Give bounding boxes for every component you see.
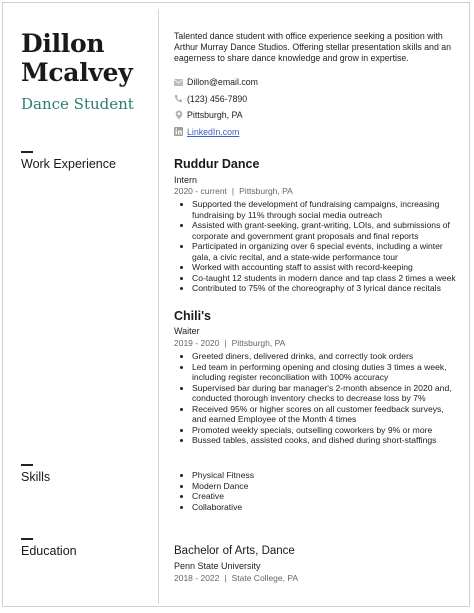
job-company: Ruddur Dance bbox=[174, 157, 260, 171]
location-icon bbox=[174, 111, 183, 120]
job-meta: 2020 - current | Pittsburgh, PA bbox=[174, 186, 293, 196]
contact-location bbox=[174, 107, 454, 124]
last-name: Mcalvey bbox=[21, 58, 133, 87]
list-item: • Creative bbox=[192, 491, 459, 502]
list-item: • Modern Dance bbox=[192, 481, 459, 492]
location-text: Pittsburgh, PA bbox=[187, 110, 243, 121]
education-heading: Education bbox=[21, 544, 77, 558]
list-item: • Participated in organizing over 6 special events, including a winter gala, a civic recital, and a state-wide performance tour bbox=[192, 241, 459, 262]
education-location: State College, PA bbox=[231, 573, 299, 583]
list-item: • Assisted with grant-seeking, grant-writing, LOIs, and submissions of corporate and government grant proposals and final reports bbox=[192, 220, 459, 241]
candidate-name bbox=[21, 29, 156, 87]
list-item: • Bussed tables, assisted cooks, and dished during short-staffings bbox=[192, 435, 459, 446]
candidate-role: Dance Student bbox=[21, 95, 134, 113]
list-item: • Collaborative bbox=[192, 502, 459, 513]
resume-page bbox=[2, 2, 470, 607]
list-item: • Co-taught 12 students in modern dance and tap class 2 times a week bbox=[192, 273, 459, 284]
job-location: Pittsburgh, PA bbox=[231, 338, 286, 348]
job-title: Intern bbox=[174, 175, 198, 185]
contact-phone bbox=[174, 91, 454, 108]
linkedin-link[interactable]: LinkedIn.com bbox=[187, 126, 240, 137]
skills-list bbox=[174, 470, 459, 512]
list-item: • Worked with accounting staff to assist with record-keeping bbox=[192, 262, 459, 273]
list-item: • Physical Fitness bbox=[192, 470, 459, 481]
list-item: • Led team in performing opening and closing duties 3 times a week, including register reconciliation with 100% accuracy bbox=[192, 362, 459, 383]
list-item: • Received 95% or higher scores on all customer feedback surveys, and earned Employee of the Month 4 times bbox=[192, 404, 459, 425]
skills-heading-bar bbox=[21, 464, 33, 466]
education-heading-bar bbox=[21, 538, 33, 540]
list-item: • Greeted diners, delivered drinks, and correctly took orders bbox=[192, 351, 459, 362]
email-icon bbox=[174, 78, 183, 87]
job-title: Waiter bbox=[174, 326, 200, 336]
first-name: Dillon bbox=[21, 29, 105, 58]
list-item: • Supported the development of fundraising campaigns, increasing fundraising by 11% through social media outreach bbox=[192, 199, 459, 220]
job-bullets bbox=[174, 351, 459, 446]
contact-email bbox=[174, 74, 454, 91]
job-bullets bbox=[174, 199, 459, 294]
education-school: Penn State University bbox=[174, 561, 261, 571]
email-text: Dillon@email.com bbox=[187, 77, 259, 88]
skills-heading: Skills bbox=[21, 470, 51, 484]
contact-list bbox=[174, 74, 454, 140]
job-company: Chili's bbox=[174, 309, 212, 323]
education-dates: 2018 - 2022 bbox=[174, 573, 220, 583]
phone-icon bbox=[174, 94, 183, 103]
education-degree: Bachelor of Arts, Dance bbox=[174, 545, 295, 557]
experience-heading: Work Experience bbox=[21, 157, 116, 171]
contact-linkedin[interactable] bbox=[174, 124, 454, 141]
job-dates: 2019 - 2020 bbox=[174, 338, 220, 348]
phone-text: (123) 456-7890 bbox=[187, 93, 248, 104]
job-dates: 2020 - current bbox=[174, 186, 227, 196]
summary-text: Talented dance student with office experience seeking a position with Arthur Murray Dance Studios. Offering stellar presentation skills and an eagerness to share dance knowledge and grow in expertise. bbox=[174, 31, 452, 63]
linkedin-icon bbox=[174, 127, 183, 136]
list-item: • Promoted weekly specials, outselling coworkers by 9% or more bbox=[192, 425, 459, 436]
list-item: • Contributed to 75% of the choreography of 3 lyrical dance recitals bbox=[192, 283, 459, 294]
list-item: • Supervised bar during bar manager's 2-month absence in 2020 and, conducted thorough inventory checks to decrease loss by 7% bbox=[192, 383, 459, 404]
experience-heading-bar bbox=[21, 151, 33, 153]
education-meta: 2018 - 2022 | State College, PA bbox=[174, 573, 299, 583]
job-meta: 2019 - 2020 | Pittsburgh, PA bbox=[174, 338, 286, 348]
job-location: Pittsburgh, PA bbox=[239, 186, 293, 196]
